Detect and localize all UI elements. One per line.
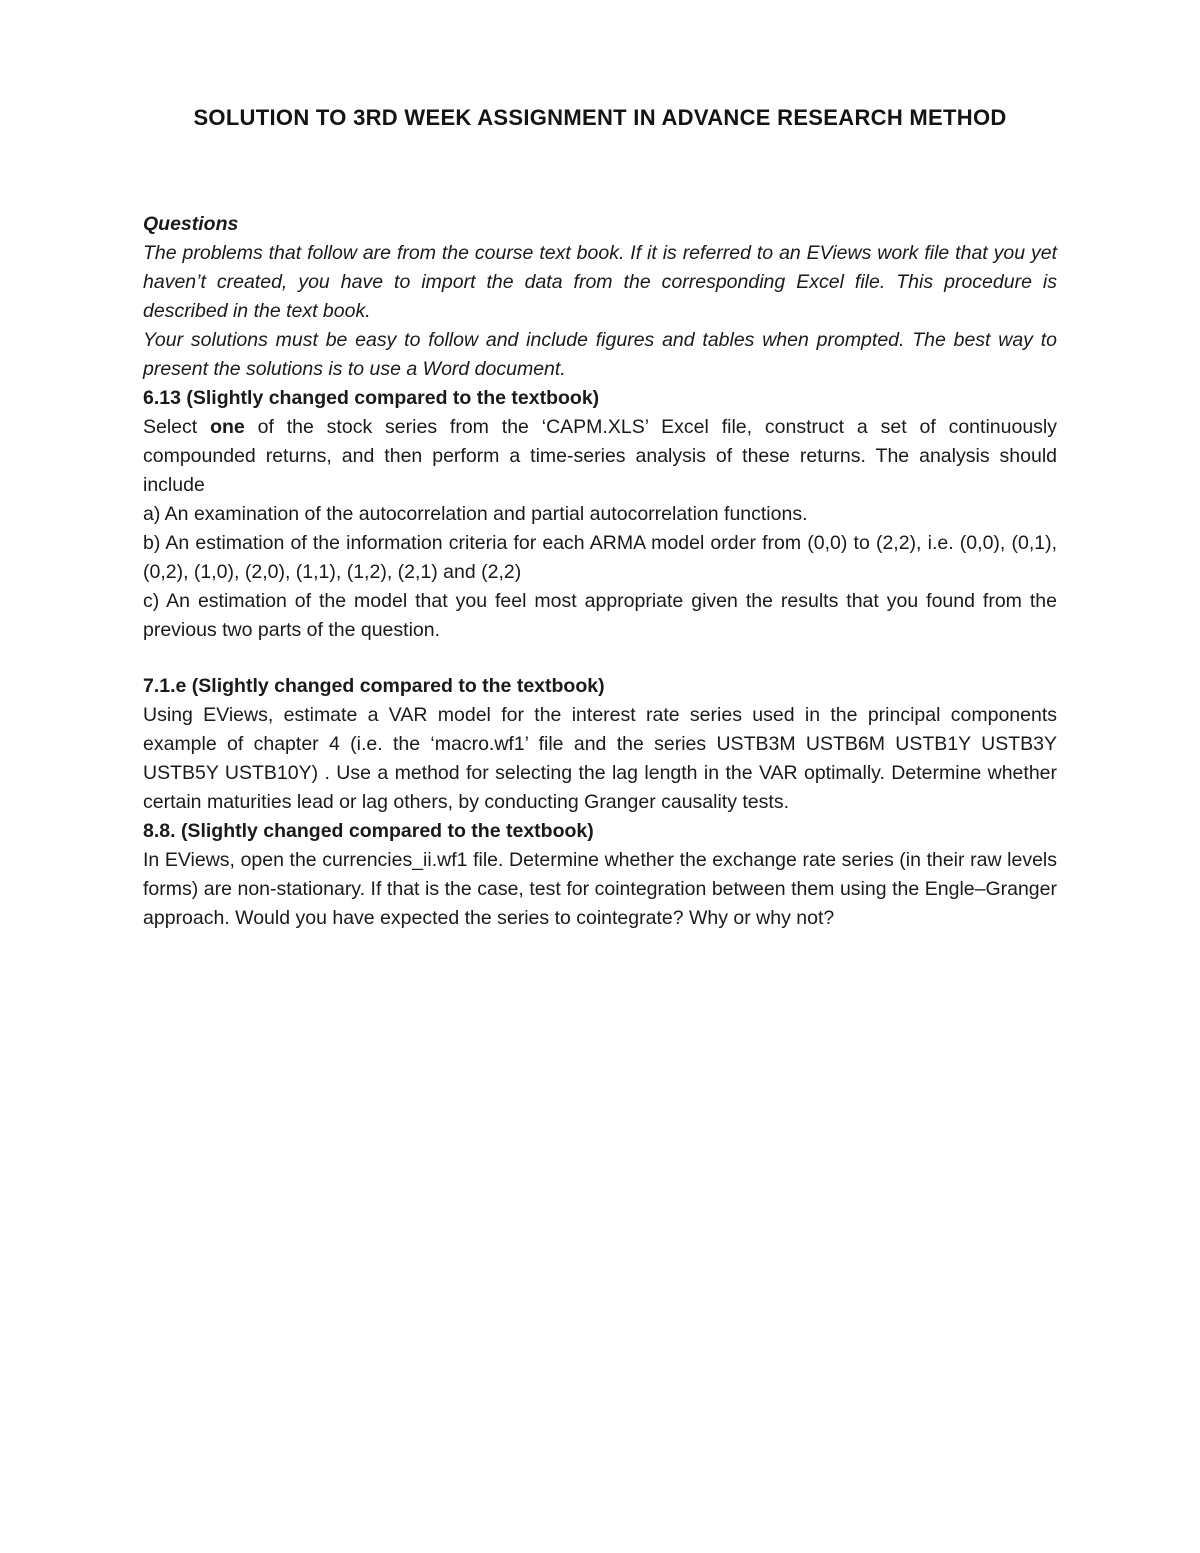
question-6-13-body-pre: Select [143, 416, 211, 438]
question-8-8-heading: 8.8. (Slightly changed compared to the textbook) [143, 820, 594, 842]
intro-paragraph-1: The problems that follow are from the course text book. If it is referred to an EViews work file that you yet haven’t created, you have to import the data from the corresponding Excel file. This procedure is described in the text book. [143, 242, 1057, 322]
question-6-13-item-a: a) An examination of the autocorrelation and partial autocorrelation functions. [143, 503, 808, 525]
section-gap [143, 645, 1057, 672]
question-6-13-body-post: of the stock series from the ‘CAPM.XLS’ Excel file, construct a set of continuously compounded returns, and then perform a time-series analysis of these returns. The analysis should include [143, 416, 1057, 496]
question-6-13-heading: 6.13 (Slightly changed compared to the textbook) [143, 387, 600, 409]
document-title: SOLUTION TO 3RD WEEK ASSIGNMENT IN ADVANCE RESEARCH METHOD [193, 105, 1007, 130]
questions-heading: Questions [143, 213, 239, 235]
question-6-13-item-c: c) An estimation of the model that you feel most appropriate given the results that you found from the previous two parts of the question. [143, 590, 1057, 641]
question-6-13-body-bold: one [210, 416, 245, 438]
question-7-1-e-heading: 7.1.e (Slightly changed compared to the textbook) [143, 675, 605, 697]
intro-paragraph-2: Your solutions must be easy to follow and include figures and tables when prompted. The best way to present the solutions is to use a Word document. [143, 329, 1057, 380]
question-7-1-e-body: Using EViews, estimate a VAR model for the interest rate series used in the principal components example of chapter 4 (i.e. the ‘macro.wf1’ file and the series USTB3M USTB6M USTB1Y USTB3Y USTB5Y USTB10Y) . Use a method for selecting the lag length in the VAR optimally. Determine whether certain maturities lead or lag others, by conducting Granger causality tests. [143, 704, 1057, 813]
document-body [143, 210, 1057, 933]
question-6-13-item-b: b) An estimation of the information criteria for each ARMA model order from (0,0) to (2,2), i.e. (0,0), (0,1), (0,2), (1,0), (2,0), (1,1), (1,2), (2,1) and (2,2) [143, 532, 1057, 583]
question-8-8-body: In EViews, open the currencies_ii.wf1 file. Determine whether the exchange rate series (in their raw levels forms) are non-stationary. If that is the case, test for cointegration between them using the Engle–Granger approach. Would you have expected the series to cointegrate? Why or why not? [143, 849, 1057, 929]
question-6-13-body [143, 413, 1057, 500]
